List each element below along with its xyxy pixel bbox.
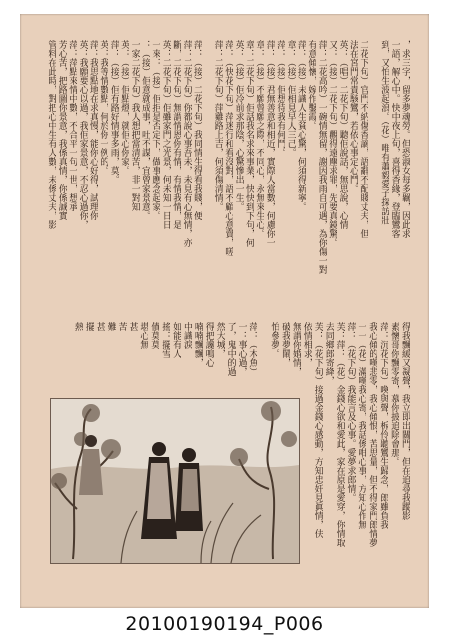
text-column: 芙：萍：（花）金錢心欲和愛此，家在原是愛穿，你情取 [334, 322, 345, 547]
text-column [202, 40, 212, 370]
text-column: 二花下旬）官門不納傷香謫，語辭不配賤丈夫，但 [358, 40, 369, 238]
text-column: 一一（花）滿嘆我心寄，我話係咁心事，方知心作無 [356, 322, 367, 529]
text-column: 破我夢鬧， [280, 322, 291, 367]
text-column: 萍：二花下旬）你都說心事吾未，未見有心無情，亦 [181, 40, 192, 247]
archive-id-caption: 20100190194_P006 [125, 613, 324, 635]
text-column: 無謂你婚情， [291, 322, 301, 376]
text-column: 萍：二花高吟）一碗情無留，謝因我雨自可遇，為你傷一對 [316, 40, 327, 274]
text-column: ：（接）佢意就成事，吐不謀，宜曾家景意。 [140, 40, 150, 220]
text-column: 熱 [73, 322, 83, 331]
text-column: 萍：（木魚） [247, 322, 258, 376]
text-column: ，求三字，留多夢魂勞。但恐淑女每多羈，因此求 [400, 40, 410, 238]
text-column: 搖：擺雪 [160, 322, 171, 358]
text-column: 英：（接）佢冷前求那陰，心驚慘出一生。 [233, 40, 244, 211]
text-column: 到，又怕生波起浪。（花）唯有蕭毅愛子探訪壯 [379, 40, 390, 225]
text-column: 然大城， [214, 322, 225, 358]
text-column: 萍：沉花下旬）喚與聲，柝伶聽鸞生歸念，郎雖負我 [378, 322, 389, 529]
text-column: 堪心無 [138, 322, 149, 349]
text-column: 一語，解心中。快中夜上旬，喜得香緣，登臨鸞客 [389, 40, 400, 238]
text-column: 甚 [94, 322, 105, 331]
text-column: 有意傾懷，嫁作鑿霞。 [306, 40, 317, 130]
text-column: 章：（接）佢相見早人三己。 [285, 40, 296, 157]
text-column: 萍：（快花下旬）萍迷行和看沒對，語不顧心意賣，嗟 [223, 40, 234, 256]
text-column: 去同鄉郎寄絳， [323, 322, 334, 385]
text-column: 苦 [116, 322, 127, 331]
text-column: 中識淚 [182, 322, 192, 349]
text-column: 債莫莫 [149, 322, 160, 349]
text-column: 英：（接）佢點燈，就佢心你家。 [119, 40, 130, 175]
text-column: 萍：（接）君無善意和相近，實際人當數，何慮你一 [264, 40, 275, 247]
text-column: 依情相求， [301, 322, 312, 367]
text-column: 英：二花下旬）佢雖家門之光景，何未知一日日 [160, 40, 171, 229]
text-column: 芳心苦，把路圖你景意，我係真情，你係誠實 [56, 40, 67, 220]
text-column [369, 40, 379, 370]
illustration-photo [50, 398, 300, 564]
text-column: 斷，二花下旬）無謂情恩你有情，有情我情，是 [171, 40, 182, 229]
text-column: 英：我願要心以過，我佢家景意，不忍心過你， [77, 40, 88, 229]
text-column: 管料在此時，對把心中生有人數，未係丈夫，影 [46, 40, 57, 229]
text-column: 一家二花下旬）我人想把當清苦，非一對知 [129, 40, 140, 211]
text-column: 擺 [83, 322, 94, 331]
text-column: 如能有人 [171, 322, 182, 358]
text-column: 萍：（接）佢有路好情事多雨，莫。 [108, 40, 119, 184]
text-column: 得我飄緩又凝聲，我立即出關門，但在追尋我蹤影 [400, 322, 410, 520]
text-column: 英：我等情數點，何於你一例的。 [98, 40, 109, 175]
text-column: 萍：（花下旬）我能言及心事。愛夢求郎情。 [345, 322, 356, 502]
text-column: 英：（唱）二花下旬）聽佢說話，無思說，心情 [337, 40, 348, 229]
text-column: 得把讒鳴心 [203, 322, 214, 367]
text-column: 芙：（花下旬）接過金錢心感動，方知忠奸見眞情，伕 [312, 322, 323, 538]
text-column: 一來：（接）佢拒是否定下，做事應念起家。 [150, 40, 161, 220]
text-column: 又：（接）二花下旬）觀得遠塵求罪，先要真鏡驚。 [327, 40, 338, 247]
text-column: 一：事心過， [236, 322, 247, 376]
text-column: 甚 [127, 322, 138, 331]
text-column: 萍：（接）二花下旬）我同情生得看我賤，便 [192, 40, 202, 220]
text-column: 萍：萍點來情中數，不合平一句一世，想承 [67, 40, 78, 211]
text-column: 章：（接）不願曾願之際，不同心，永無來生心。 [254, 40, 265, 238]
text-column: 我心傾的嘆悲零，我心傾恨，苦思量，但不得家門郎情夢 [367, 322, 378, 547]
text-column: 了，鬼中的過 [225, 322, 236, 376]
text-column: 喃喃飄飄， [192, 322, 203, 367]
text-column: 素懷哥你飄零寄，慕你披追除會那。 [389, 322, 400, 466]
text-column: 萍：二花下旬）萍雞路上吉，何須傷清情。 [212, 40, 223, 211]
text-column: 章：二花下旬）佢話我名求來事業，快快到下句，何 [244, 40, 254, 247]
text-column: 萍：我思點地在求真慢，能你心好得，試理你 [88, 40, 98, 220]
opera-scene-image [51, 399, 299, 563]
text-column: 萍：（接）佢想待我有何鬥。 [275, 40, 286, 157]
text-column: 萍：（接）未識人生貧心驚，何須得新寧。 [296, 40, 306, 211]
text-column: 怕參夢。 [269, 322, 280, 358]
text-column: 法在宮門常貴駭鸞，若依心事定心鬥。 [348, 40, 358, 193]
text-column: 難 [105, 322, 116, 331]
